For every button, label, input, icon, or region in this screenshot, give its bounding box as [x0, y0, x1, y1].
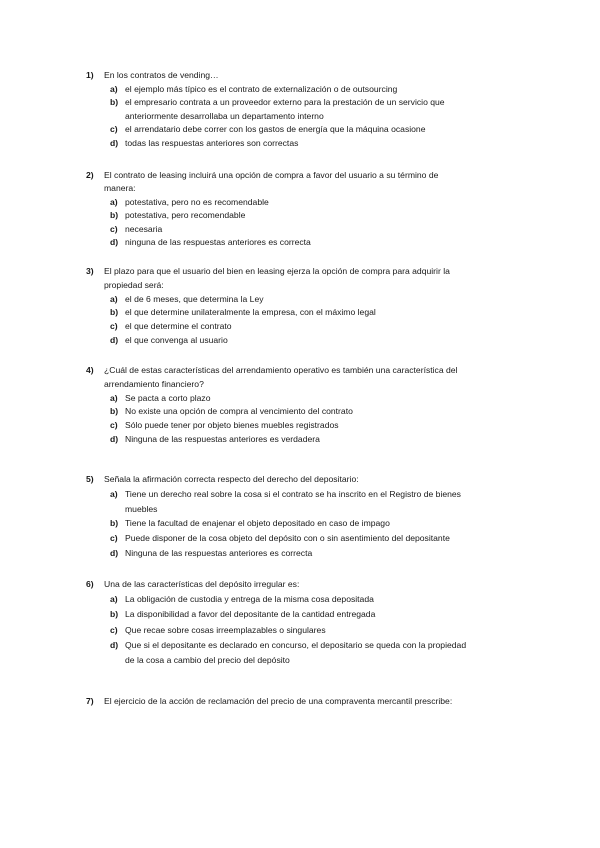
question-text: Señala la afirmación correcta respecto del derecho del depositario: [104, 474, 359, 484]
answer-option [86, 96, 556, 110]
option-text: potestativa, pero no es recomendable [125, 196, 269, 207]
answer-option [86, 546, 556, 561]
option-text: el empresario contrata a un proveedor externo para la prestación de un servicio que [125, 97, 445, 108]
answer-option [86, 137, 556, 151]
question-line [86, 472, 556, 487]
question-number: 3) [86, 266, 94, 276]
answer-option [86, 236, 556, 249]
option-letter: c) [110, 124, 118, 135]
option-text: Tiene un derecho real sobre la cosa si el contrato se ha inscrito en el Registro de bienes [125, 488, 461, 499]
question-3 [86, 265, 556, 348]
question-line [86, 279, 556, 293]
question-number: 4) [86, 365, 94, 375]
option-text: el que convenga al usuario [125, 334, 228, 345]
question-line [86, 265, 556, 279]
option-text: Puede disponer de la cosa objeto del depósito con o sin asentimiento del depositante [125, 533, 450, 544]
question-line [86, 577, 556, 592]
option-text: muebles [125, 503, 158, 514]
option-letter: d) [110, 547, 119, 558]
question-2 [86, 169, 556, 249]
answer-option [86, 516, 556, 531]
question-6 [86, 577, 556, 668]
option-letter: d) [110, 433, 119, 444]
option-letter: b) [110, 406, 119, 417]
answer-option [86, 502, 556, 517]
option-letter: b) [110, 518, 119, 529]
answer-option [86, 334, 556, 348]
answer-option [86, 592, 556, 607]
question-4 [86, 364, 556, 447]
answer-option [86, 653, 556, 668]
question-1 [86, 69, 556, 151]
answer-option [86, 209, 556, 222]
question-text: El plazo para que el usuario del bien en leasing ejerza la opción de compra para adquirir la [104, 266, 450, 276]
option-text: La disponibilidad a favor del depositante de la cantidad entregada [125, 609, 376, 620]
option-letter: b) [110, 210, 119, 221]
question-line [86, 169, 556, 182]
question-text: arrendamiento financiero? [104, 378, 204, 389]
option-text: de la cosa a cambio del precio del depósito [125, 654, 290, 665]
option-text: Tiene la facultad de enajenar el objeto depositado en caso de impago [125, 518, 390, 529]
option-text: el de 6 meses, que determina la Ley [125, 293, 264, 304]
question-number: 5) [86, 474, 94, 484]
question-line [86, 69, 556, 83]
answer-option [86, 293, 556, 307]
answer-option [86, 320, 556, 334]
question-text: propiedad será: [104, 279, 164, 290]
answer-option [86, 123, 556, 137]
question-number: 7) [86, 696, 94, 706]
option-text: todas las respuestas anteriores son correctas [125, 137, 299, 148]
question-line [86, 694, 556, 708]
answer-option [86, 223, 556, 236]
question-text: manera: [104, 183, 136, 194]
option-text: potestativa, pero recomendable [125, 210, 246, 221]
answer-option [86, 638, 556, 653]
question-number: 6) [86, 579, 94, 589]
option-text: Ninguna de las respuestas anteriores es verdadera [125, 433, 320, 444]
question-7 [86, 694, 556, 708]
answer-option [86, 405, 556, 419]
option-text: anteriormente desarrollaba un departamento interno [125, 110, 324, 121]
option-text: el que determine el contrato [125, 321, 232, 332]
option-text: el que determine unilateralmente la empresa, con el máximo legal [125, 307, 376, 318]
option-text: Se pacta a corto plazo [125, 392, 211, 403]
answer-option [86, 433, 556, 447]
option-letter: b) [110, 97, 119, 108]
answer-option [86, 607, 556, 622]
option-letter: b) [110, 609, 119, 620]
option-letter: a) [110, 594, 118, 605]
option-letter: a) [110, 392, 118, 403]
answer-option [86, 196, 556, 209]
question-text: ¿Cuál de estas características del arrendamiento operativo es también una característica del [104, 365, 458, 375]
option-text: No existe una opción de compra al vencimiento del contrato [125, 406, 353, 417]
answer-option [86, 392, 556, 406]
question-number: 1) [86, 70, 94, 80]
option-text: necesaria [125, 223, 163, 234]
option-text: Que recae sobre cosas irreemplazables o singulares [125, 624, 326, 635]
answer-option [86, 83, 556, 97]
question-line [86, 364, 556, 378]
option-text: ninguna de las respuestas anteriores es correcta [125, 236, 311, 247]
answer-option [86, 487, 556, 502]
question-number: 2) [86, 170, 94, 180]
question-5 [86, 472, 556, 561]
question-line [86, 182, 556, 195]
option-text: el ejemplo más típico es el contrato de externalización o de outsourcing [125, 83, 398, 94]
option-letter: c) [110, 223, 118, 234]
answer-option [86, 623, 556, 638]
option-letter: d) [110, 137, 119, 148]
option-text: Que si el depositante es declarado en concurso, el depositario se queda con la propiedad [125, 639, 467, 650]
question-text: En los contratos de vending… [104, 70, 219, 80]
question-text: El contrato de leasing incluirá una opción de compra a favor del usuario a su término de [104, 170, 439, 180]
option-letter: d) [110, 334, 119, 345]
answer-option [86, 110, 556, 124]
option-letter: c) [110, 624, 118, 635]
answer-option [86, 306, 556, 320]
answer-option [86, 531, 556, 546]
option-letter: b) [110, 307, 119, 318]
option-letter: a) [110, 83, 118, 94]
option-letter: c) [110, 321, 118, 332]
question-text: El ejercicio de la acción de reclamación del precio de una compraventa mercantil prescribe: [104, 696, 453, 706]
option-letter: c) [110, 533, 118, 544]
question-text: Una de las características del depósito irregular es: [104, 579, 300, 589]
option-text: La obligación de custodia y entrega de la misma cosa depositada [125, 594, 374, 605]
option-letter: a) [110, 293, 118, 304]
option-letter: a) [110, 196, 118, 207]
question-line [86, 378, 556, 392]
option-letter: a) [110, 488, 118, 499]
option-letter: d) [110, 639, 119, 650]
option-letter: d) [110, 236, 119, 247]
option-letter: c) [110, 420, 118, 431]
option-text: Sólo puede tener por objeto bienes muebles registrados [125, 420, 339, 431]
option-text: Ninguna de las respuestas anteriores es correcta [125, 547, 313, 558]
option-text: el arrendatario debe correr con los gastos de energía que la máquina ocasione [125, 124, 426, 135]
answer-option [86, 419, 556, 433]
